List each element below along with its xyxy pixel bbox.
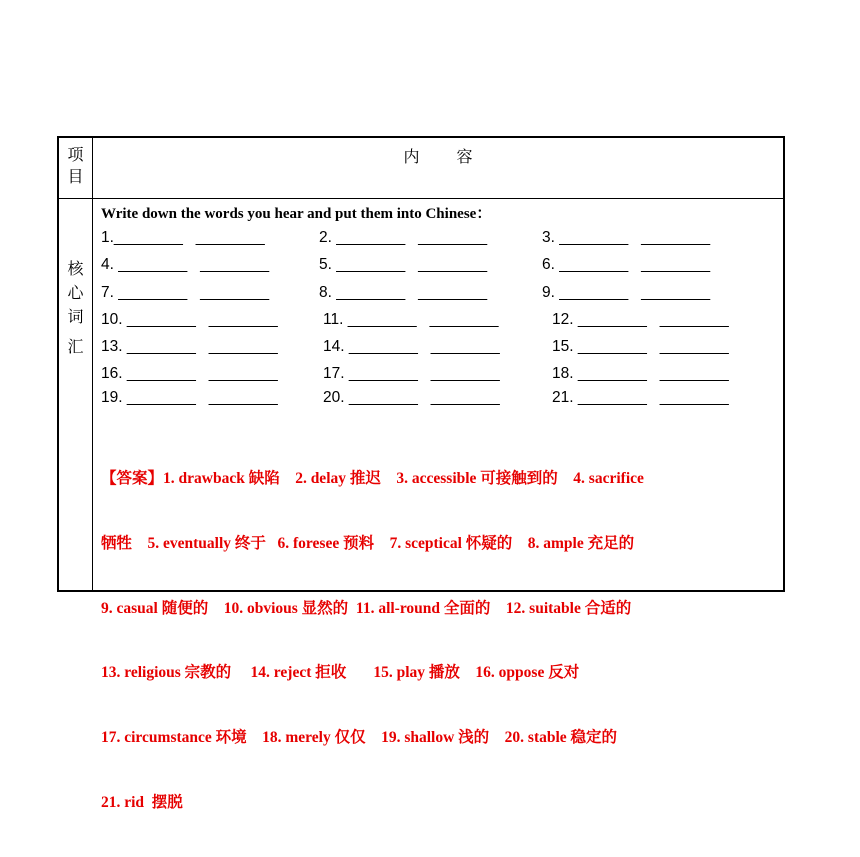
blank-row (101, 280, 779, 307)
blank-item: 14. ________ ________ (323, 338, 500, 356)
header-item-char-1: 项 (67, 145, 84, 164)
blank-item: 8. ________ ________ (319, 283, 488, 301)
section-label-char-3: 词 (67, 307, 84, 326)
section-label-char-4: 汇 (67, 337, 84, 356)
section-label-char-1: 核 (67, 259, 84, 278)
header-item-char-2: 目 (67, 167, 84, 186)
column-divider (92, 138, 93, 590)
blank-item: 20. ________ ________ (323, 388, 500, 406)
blank-item: 10. ________ ________ (101, 310, 278, 328)
blank-item: 1.________ ________ (101, 229, 265, 246)
instruction-text: Write down the words you hear and put them into Chinese： (101, 206, 492, 222)
answer-line: 9. casual 随便的 10. obvious 显然的 11. all-round 全面的 12. suitable 合适的 (101, 599, 632, 617)
answer-line: 21. rid 摆脱 (101, 793, 183, 811)
blank-item: 15. ________ ________ (552, 338, 729, 356)
blank-item: 4. ________ ________ (101, 256, 270, 274)
blank-item: 17. ________ ________ (323, 365, 500, 383)
blank-item: 21. ________ ________ (552, 388, 729, 406)
answer-line: 牺牲 5. eventually 终于 6. foresee 预料 7. sceptical 怀疑的 8. ample 充足的 (101, 534, 635, 552)
blank-item: 7. ________ ________ (101, 283, 270, 301)
blank-row (101, 334, 779, 361)
blank-row (101, 307, 779, 334)
answer-line: 13. religious 宗教的 14. reject 拒收 15. play 播放 16. oppose 反对 (101, 664, 580, 682)
blank-row (101, 361, 779, 388)
header-content-char-2: 容 (456, 147, 473, 166)
blank-item: 2. ________ ________ (319, 229, 488, 246)
section-label-char-2: 心 (67, 283, 84, 302)
answer-block (101, 425, 779, 857)
blank-row (101, 252, 779, 279)
header-item-cell (59, 138, 92, 198)
section-label-cell (59, 199, 92, 369)
header-content-cell (93, 144, 783, 167)
blank-item: 16. ________ ________ (101, 365, 278, 383)
blank-item: 18. ________ ________ (552, 365, 729, 383)
blank-item: 9. ________ ________ (542, 283, 711, 301)
blank-item: 19. ________ ________ (101, 388, 278, 406)
answer-line: 【答案】1. drawback 缺陷 2. delay 推迟 3. accessible 可接触到的 4. sacrifice (101, 469, 644, 487)
blank-item: 3. ________ ________ (542, 229, 711, 246)
blank-item: 5. ________ ________ (319, 256, 488, 274)
header-content-char-1: 内 (403, 147, 420, 166)
answer-line: 17. circumstance 环境 18. merely 仅仅 19. shallow 浅的 20. stable 稳定的 (101, 729, 618, 747)
row-divider (59, 198, 783, 199)
blank-row (101, 225, 779, 252)
blank-item: 6. ________ ________ (542, 256, 711, 274)
blank-item: 12. ________ ________ (552, 310, 729, 328)
blank-item: 13. ________ ________ (101, 338, 278, 356)
blank-row (101, 389, 779, 413)
content-table (57, 136, 785, 811)
content-cell (101, 203, 779, 857)
blank-item: 11. ________ ________ (323, 310, 499, 328)
